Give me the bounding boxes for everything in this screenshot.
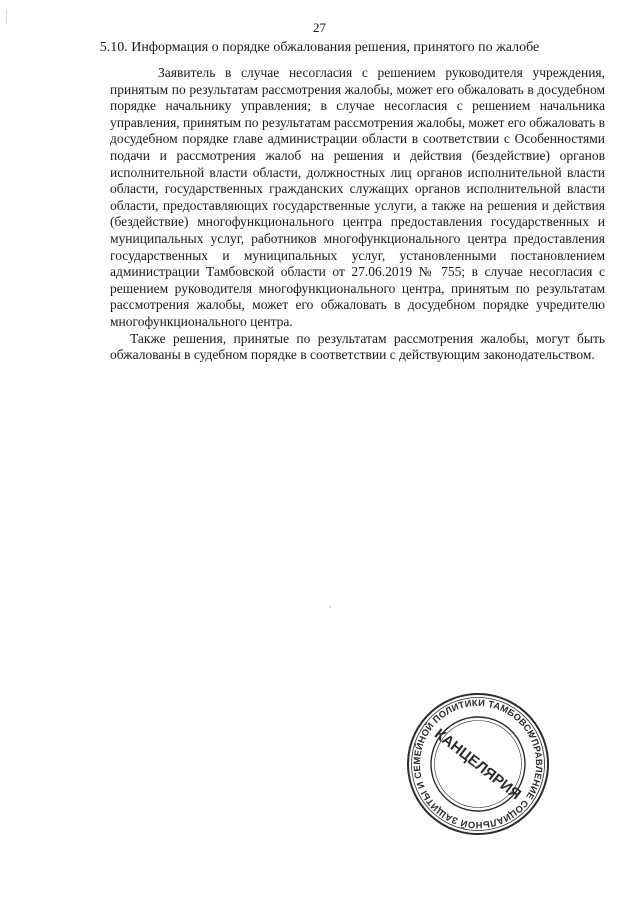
stamp-outer-text: УПРАВЛЕНИЕ СОЦИАЛЬНОЙ ЗАЩИТЫ И СЕМЕЙНОЙ ПОЛИТИКИ ТАМБОВСКОЙ [411,697,545,831]
stamp-center-text: КАНЦЕЛЯРИЯ [431,725,525,804]
scan-dot [329,606,331,608]
section-heading: 5.10. Информация о порядке обжалования решения, принятого по жалобе [99,40,540,55]
body-text [110,65,605,364]
office-stamp-seal [403,689,553,839]
paragraph-court-appeal: Также решения, принятые по результатам рассмотрения жалобы, могут быть обжалованы в судебном порядке в соответствии с действующим законодательством. [110,330,605,363]
page-number: 27 [313,20,326,35]
office-stamp [403,689,553,839]
paragraph-appeal-procedure: Заявитель в случае несогласия с решением руководителя учреждения, принятым по результатам рассмотрения жалобы, может его обжаловать в досудебном порядке начальнику управления; в случае несогласия с решением начальника управления, принятым по результатам рассмотрения жалобы, может его обжаловать в досудебном порядке главе администрации области в соответствии с Особенностями подачи и рассмотрения жалоб на решения и действия (бездействие) органов исполнительной власти области, должностных лиц органов исполнительной власти области, государственных гражданских служащих органов исполнительной власти области, предоставляющих государственные услуги, а также на решения и действия (бездействие) многофункционального центра предоставления государственных и муниципальных услуг, работников многофункционального центра предоставления государственных и муниципальных услуг, установленными постановлением администрации Тамбовской области от 27.06.2019 № 755; в случае несогласия с решением руководителя многофункционального центра, принятым по результатам рассмотрения жалобы, может его обжаловать в досудебном порядке учредителю многофункционального центра. [110,65,605,329]
